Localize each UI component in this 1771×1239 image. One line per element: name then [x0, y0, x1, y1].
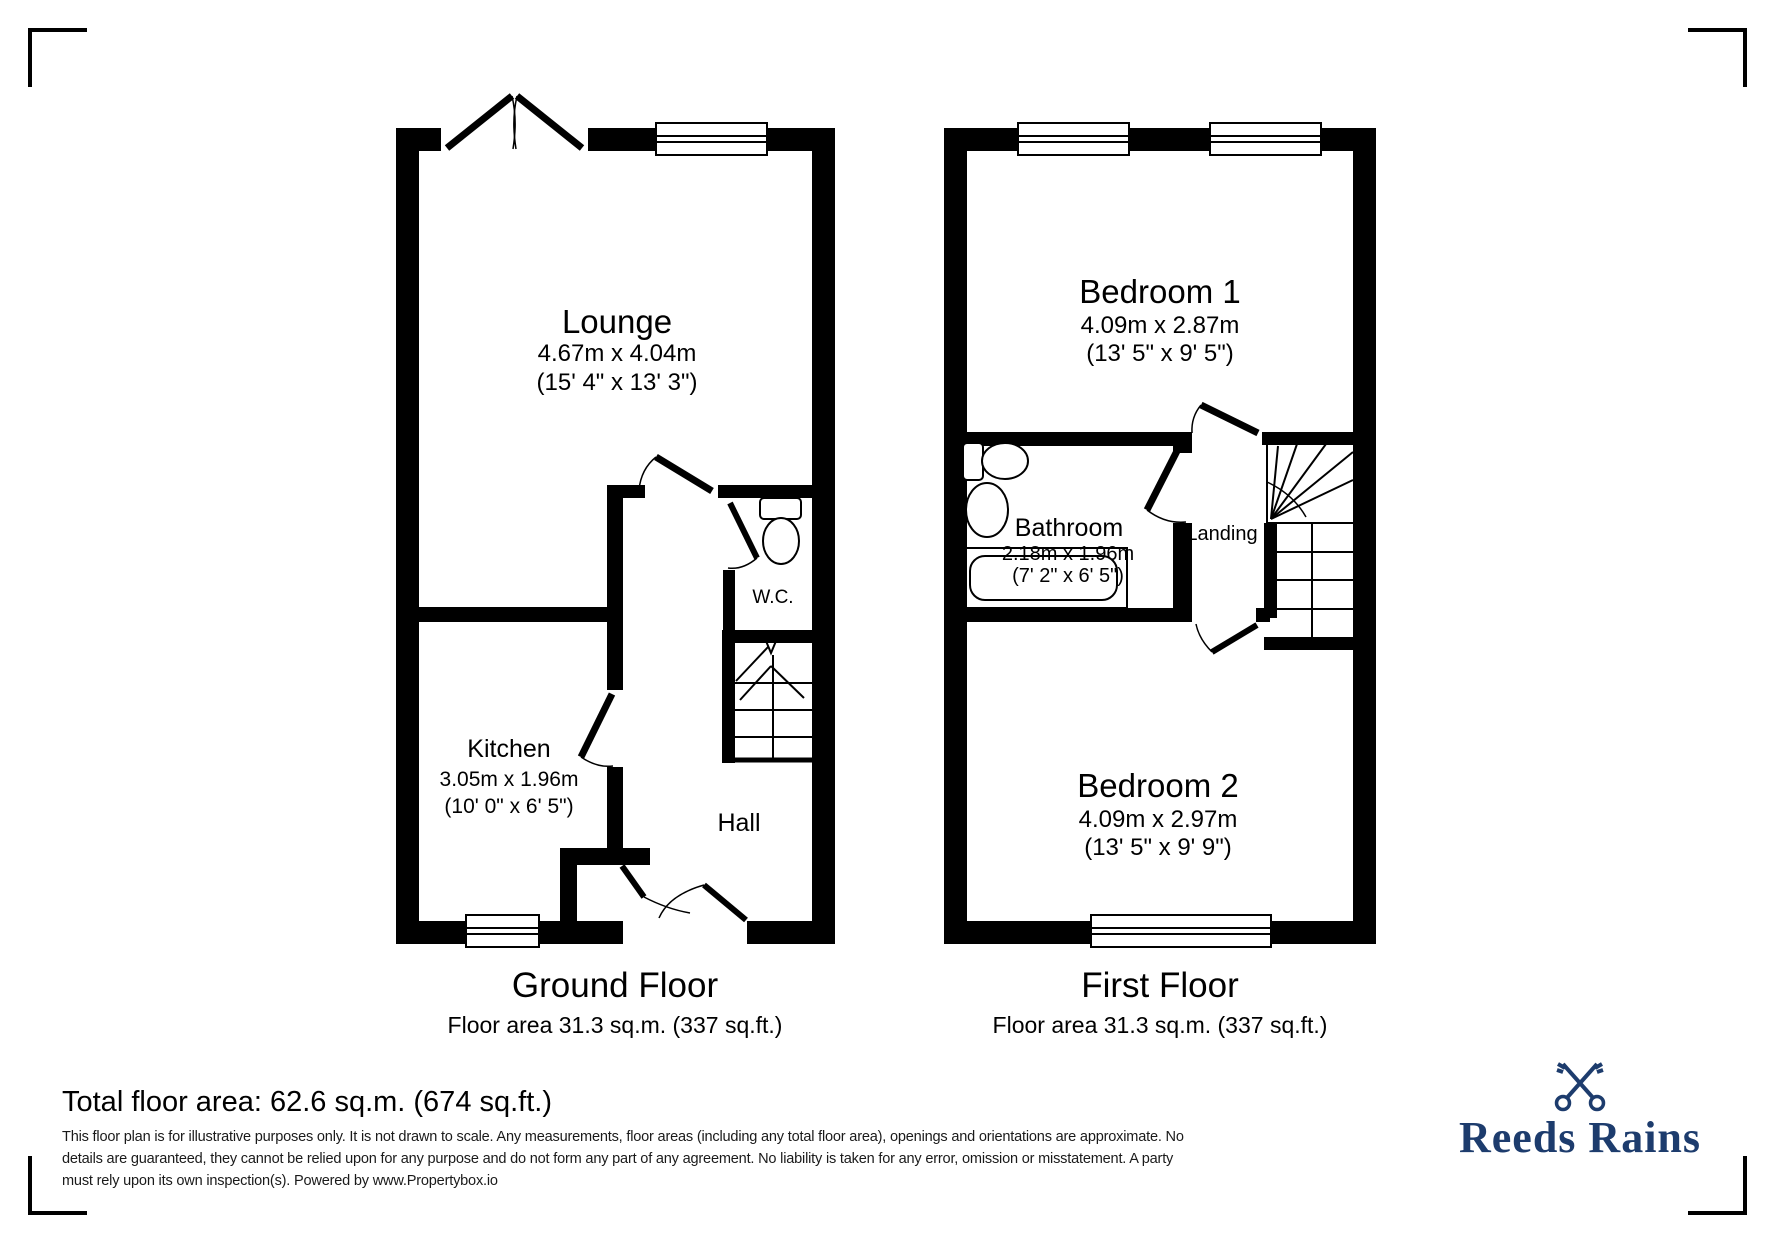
ff-bedroom2-label: Bedroom 2	[1077, 767, 1239, 804]
crossed-keys-icon	[1551, 1056, 1609, 1112]
ff-bathroom-label: Bathroom	[1014, 514, 1124, 542]
gf-lounge-label: Lounge	[561, 303, 673, 340]
total-floor-area: Total floor area: 62.6 sq.m. (674 sq.ft.)	[62, 1086, 553, 1118]
gf-kitchen-door-icon	[581, 694, 613, 766]
ff-sink-icon	[966, 483, 1008, 537]
disclaimer-line-2: details are guaranteed, they cannot be relied upon for any purpose and do not form any part of any agreement. No liability is taken for any error, omission or misstatement. A party	[62, 1150, 1174, 1167]
gf-kitchen-dims-m: 3.05m x 1.96m	[439, 768, 579, 791]
ff-bedroom1-door-icon	[1192, 405, 1258, 433]
ff-bathroom-dims-ft: (7' 2" x 6' 5")	[1012, 565, 1124, 587]
ground-floor-area: Floor area 31.3 sq.m. (337 sq.ft.)	[447, 1012, 783, 1038]
first-floor-title: First Floor	[1081, 966, 1239, 1005]
ff-bedroom2-dims-ft: (13' 5" x 9' 9")	[1084, 834, 1232, 861]
ff-bedroom1-label: Bedroom 1	[1079, 273, 1241, 310]
first-floor-area: Floor area 31.3 sq.m. (337 sq.ft.)	[992, 1012, 1328, 1038]
ff-bathroom-dims-m: 2.18m x 1.96m	[1001, 543, 1135, 565]
ff-landing-label: Landing	[1186, 523, 1258, 545]
gf-lounge-dims-m: 4.67m x 4.04m	[537, 340, 697, 367]
gf-kitchen-label: Kitchen	[467, 735, 551, 763]
disclaimer-line-3: must rely upon its own inspection(s). Powered by www.Propertybox.io	[62, 1172, 498, 1189]
gf-kitchen-dims-ft: (10' 0" x 6' 5")	[444, 795, 574, 818]
ff-toilet-icon	[963, 443, 1028, 480]
gf-hall-label: Hall	[717, 809, 761, 837]
disclaimer-line-1: This floor plan is for illustrative purposes only. It is not drawn to scale. Any measurements, floor areas (including any total floor area), openings and orientations are approximate. No	[62, 1128, 1184, 1145]
ff-bathroom-door-icon	[1147, 451, 1186, 522]
ff-bedroom1-dims-m: 4.09m x 2.87m	[1080, 312, 1240, 339]
ff-bedroom2-dims-m: 4.09m x 2.97m	[1078, 806, 1238, 833]
gf-patio-door-icon	[447, 96, 582, 149]
gf-toilet-icon	[760, 498, 801, 564]
gf-porch-door-icon	[622, 866, 690, 913]
ground-floor-title: Ground Floor	[511, 966, 719, 1005]
gf-lounge-dims-ft: (15' 4" x 13' 3")	[536, 369, 698, 396]
ff-bedroom1-dims-ft: (13' 5" x 9' 5")	[1086, 340, 1234, 367]
ff-bedroom2-door-icon	[1196, 624, 1257, 652]
ff-stairs-icon	[1267, 443, 1353, 637]
gf-wc-label: W.C.	[752, 587, 794, 608]
gf-front-door-icon	[659, 885, 746, 920]
gf-stairs-icon	[723, 641, 812, 760]
brand-logo	[1440, 1056, 1720, 1163]
gf-wc-door-icon	[728, 503, 757, 568]
brand-name: Reeds Rains	[1458, 1113, 1702, 1162]
gf-lounge-door-icon	[639, 457, 712, 491]
